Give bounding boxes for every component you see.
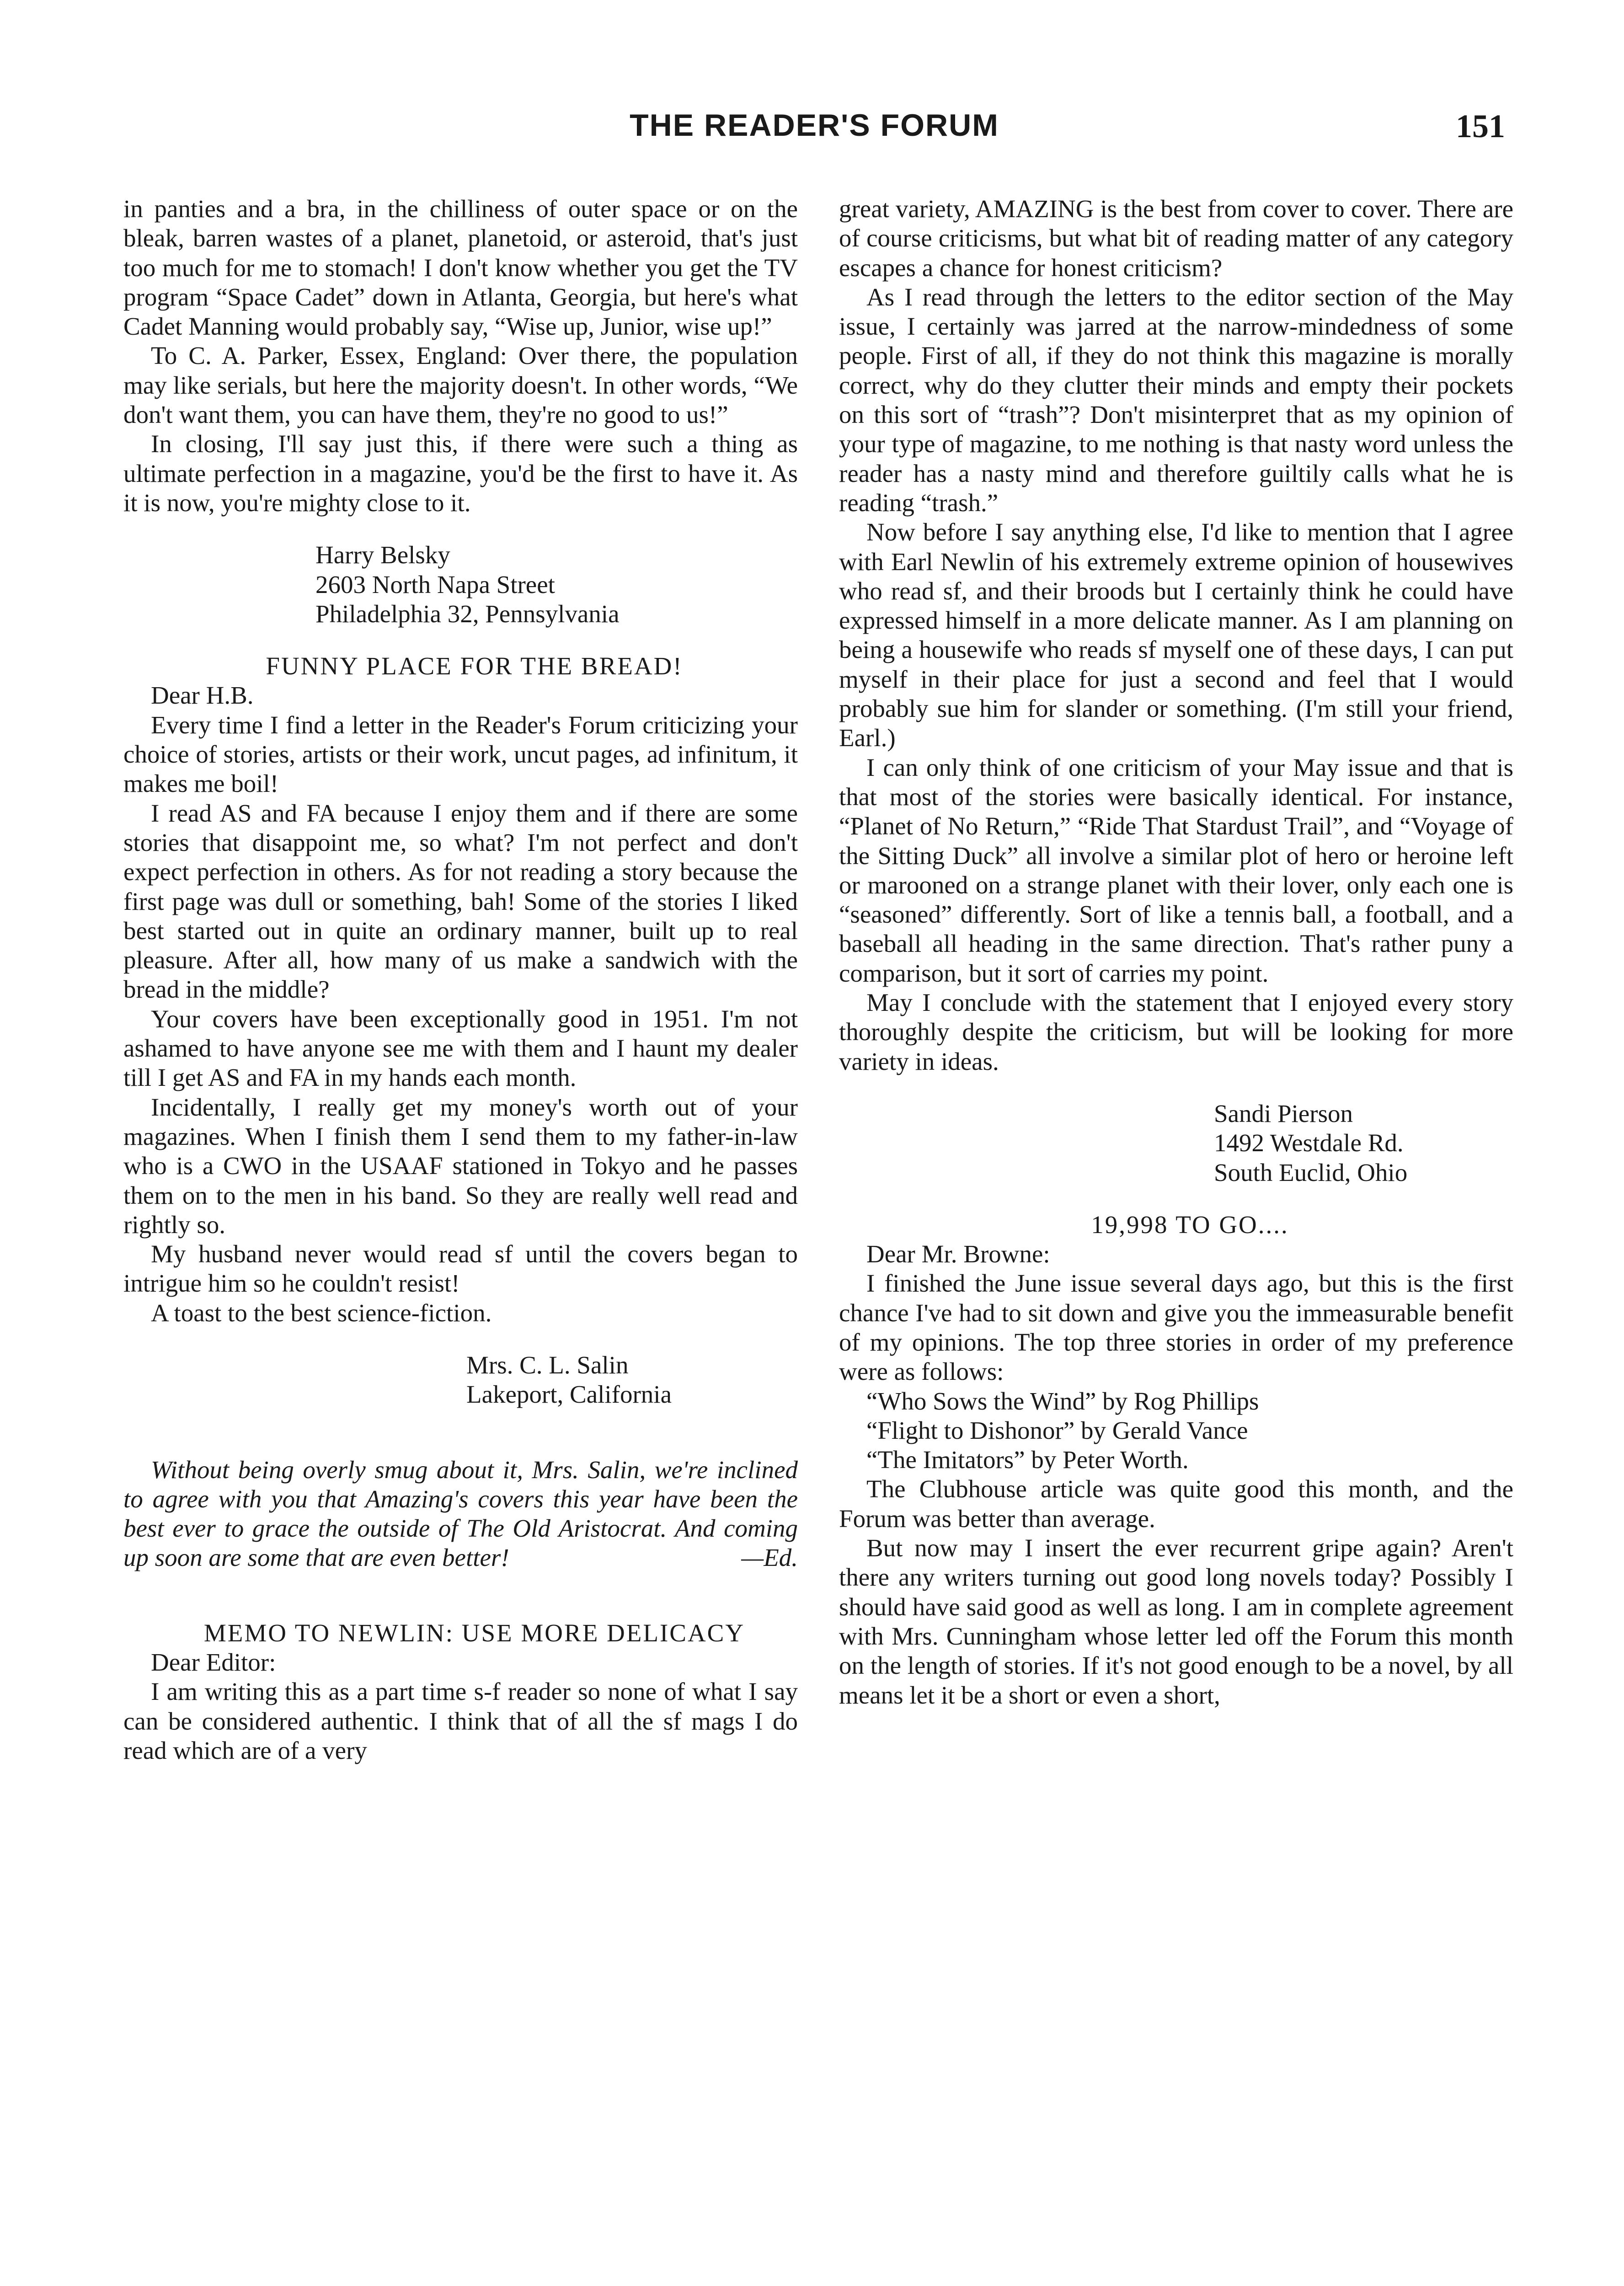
editor-note	[123, 1455, 798, 1573]
letter-paragraph: Now before I say anything else, I'd like to mention that I agree with Earl Newlin of his extremely extreme opinion of housewives who read sf, and their broods but I certainly think he could have expressed himself in a more delicate manner. As I am planning on being a housewife who reads sf myself one of these days, I can put myself in their place for just a second and feel that I would probably sue him for slander or something. (I'm still your friend, Earl.)	[839, 518, 1513, 752]
signature-city: South Euclid, Ohio	[1214, 1158, 1408, 1186]
letter-heading: 19,998 TO GO....	[1091, 1210, 1289, 1239]
letter-heading: FUNNY PLACE FOR THE BREAD!	[266, 652, 683, 680]
letter-paragraph: I read AS and FA because I enjoy them and if there are some stories that disappoint me, so what? I'm not perfect and don't expect perfection in others. As for not reading a story because the first page was dull or something, bah! Some of the stories I liked best started out in quite an ordinary manner, built up to real pleasure. After all, how many of us make a sandwich with the bread in the middle?	[123, 799, 798, 1004]
letter-paragraph: To C. A. Parker, Essex, England: Over there, the population may like serials, but here the majority doesn't. In other words, “We don't want them, you can have them, they're no good to us!”	[123, 342, 798, 429]
signature-name: Sandi Pierson	[1214, 1099, 1353, 1127]
signature-name: Harry Belsky	[315, 541, 450, 569]
signature-city: Lakeport, California	[466, 1380, 672, 1409]
page-number: 151	[1456, 108, 1505, 144]
story-list-item: “The Imitators” by Peter Worth.	[866, 1446, 1189, 1474]
signature-block	[123, 540, 798, 629]
letter-paragraph: Your covers have been exceptionally good in 1951. I'm not ashamed to have anyone see me with them and I haunt my dealer till I get AS and FA in my hands each month.	[123, 1004, 798, 1092]
salutation: Dear Editor:	[151, 1648, 276, 1677]
letter-paragraph: But now may I insert the ever recurrent gripe again? Aren't there any writers turning out good long novels today? Possibly I should have said good as well as long. I am in complete agreement with Mrs. Cunningham whose letter led off the Forum this month on the length of stories. If it's not good enough to be a novel, by all means let it be a short or even a short,	[839, 1534, 1513, 1709]
left-column	[123, 194, 798, 1765]
letter-paragraph: May I conclude with the statement that I enjoyed every story thoroughly despite the criticism, but will be looking for more variety in ideas.	[839, 988, 1513, 1075]
signature-block	[123, 1351, 798, 1410]
letter-paragraph: Incidentally, I really get my money's worth out of your magazines. When I finish them I send them to my father-in-law who is a CWO in the USAAF stationed in Tokyo and he passes them on to the men in his band. So they are really well read and rightly so.	[123, 1093, 798, 1239]
signature-name: Mrs. C. L. Salin	[466, 1351, 629, 1379]
page-header	[123, 107, 1505, 162]
story-list-item: “Who Sows the Wind” by Rog Phillips	[866, 1387, 1259, 1415]
signature-block	[839, 1099, 1513, 1187]
story-list-item: “Flight to Dishonor” by Gerald Vance	[866, 1416, 1248, 1444]
letter-paragraph: A toast to the best science-fiction.	[151, 1298, 492, 1327]
salutation: Dear Mr. Browne:	[866, 1240, 1050, 1268]
letter-paragraph: In closing, I'll say just this, if there were such a thing as ultimate perfection in a magazine, you'd be the first to have it. As it is now, you're mighty close to it.	[123, 430, 798, 517]
letter-paragraph: As I read through the letters to the editor section of the May issue, I certainly was jarred at the narrow-mindedness of some people. First of all, if they do not think this magazine is morally correct, why do they clutter their minds and empty their pockets on this sort of “trash”? Don't misinterpret that as my opinion of your type of magazine, to me nothing is that nasty word unless the reader has a nasty mind and therefore guiltily calls what he is reading “trash.”	[839, 283, 1513, 517]
editor-note-text: Without being overly smug about it, Mrs. Salin, we're inclined to agree with you that Amazing's covers this year have been the best ever to grace the outside of The Old Aristocrat. And coming up soon are some that are even better!	[123, 1455, 798, 1572]
signature-street: 2603 North Napa Street	[315, 570, 555, 598]
salutation: Dear H.B.	[151, 681, 254, 710]
signature-street: 1492 Westdale Rd.	[1214, 1129, 1404, 1157]
letter-paragraph: My husband never would read sf until the covers began to intrigue him so he couldn't resist!	[123, 1240, 798, 1298]
signature-city: Philadelphia 32, Pennsylvania	[315, 599, 620, 628]
right-column	[839, 194, 1513, 1710]
letter-paragraph: The Clubhouse article was quite good this month, and the Forum was better than average.	[839, 1475, 1513, 1533]
letter-paragraph: I can only think of one criticism of your May issue and that is that most of the stories were basically identical. For instance, “Planet of No Return,” “Ride That Stardust Trail”, and “Voyage of the Sitting Duck” all involve a similar plot of hero or heroine left or marooned on a strange planet with their lover, only each one is “seasoned” differently. Sort of like a tennis ball, a football, and a baseball all heading in the same direction. That's rather puny a comparison, but it sort of carries my point.	[839, 753, 1513, 987]
letter-paragraph: Every time I find a letter in the Reader's Forum criticizing your choice of stories, artists or their work, uncut pages, ad infinitum, it makes me boil!	[123, 710, 798, 798]
letter-paragraph: great variety, AMAZING is the best from cover to cover. There are of course criticisms, but what bit of reading matter of any category escapes a chance for honest criticism?	[839, 195, 1513, 282]
editor-signature: —Ed.	[741, 1544, 798, 1572]
letter-paragraph: in panties and a bra, in the chilliness of outer space or on the bleak, barren wastes of a planet, planetoid, or asteroid, that's just too much for me to stomach! I don't know whether you get the TV program “Space Cadet” down in Atlanta, Georgia, but here's what Cadet Manning would probably say, “Wise up, Junior, wise up!”	[123, 195, 798, 341]
running-head: THE READER'S FORUM	[630, 108, 999, 143]
letter-paragraph: I am writing this as a part time s-f reader so none of what I say can be considered authentic. I think that of all the sf mags I do read which are of a very	[123, 1677, 798, 1764]
letter-paragraph: I finished the June issue several days ago, but this is the first chance I've had to sit down and give you the immeasurable benefit of my opinions. The top three stories in order of my preference were as follows:	[839, 1269, 1513, 1386]
letter-heading: MEMO TO NEWLIN: USE MORE DELICACY	[203, 1618, 745, 1647]
